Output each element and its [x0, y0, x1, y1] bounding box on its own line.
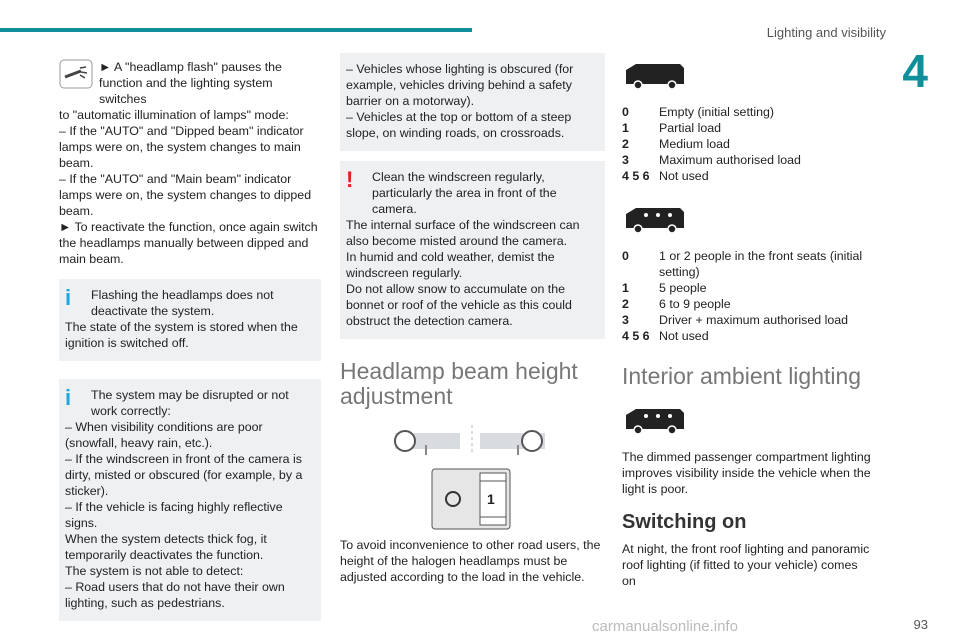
- load-setting-text: 5 people: [659, 281, 707, 295]
- info-note-flash: [59, 279, 321, 361]
- note-line: – Vehicles at the top or bottom of a steep slope, on winding roads, on crossroads.: [346, 110, 572, 140]
- note-line: – Road users that do not have their own lighting, such as pedestrians.: [65, 580, 285, 610]
- note-text: The state of the system is stored when the ignition is switched off.: [65, 320, 298, 350]
- warning-note: [340, 161, 605, 339]
- interior-lighting-heading: Interior ambient lighting: [622, 363, 862, 389]
- load-row: [622, 296, 872, 312]
- load-setting-text: Not used: [659, 329, 709, 343]
- passenger-van-icon: [622, 204, 686, 234]
- warning-line: In humid and cold weather, demist the windscreen regularly.: [346, 250, 555, 280]
- info-icon: i: [65, 285, 72, 310]
- steering-wheel-icon: [522, 431, 542, 451]
- load-row: [622, 312, 872, 328]
- load-setting-key: 2: [622, 297, 629, 311]
- load-setting-key: 3: [622, 313, 629, 327]
- intro-line-2: function and the lighting system switches: [99, 76, 273, 106]
- load-setting-key: 1: [622, 281, 629, 295]
- load-setting-text: 6 to 9 people: [659, 297, 731, 311]
- load-setting-text: Driver + maximum authorised load: [659, 313, 849, 327]
- load-row: [622, 248, 872, 280]
- van-icon: [622, 60, 686, 90]
- load-setting-text: Medium load: [659, 137, 730, 151]
- warning-icon: !: [346, 167, 354, 192]
- info-icon: i: [65, 385, 72, 410]
- load-row: [622, 328, 872, 344]
- load-setting-key: 0: [622, 249, 629, 263]
- header-accent-bar: [0, 28, 472, 32]
- load-setting-key: 2: [622, 137, 629, 151]
- page-number: 93: [913, 617, 928, 632]
- note-line: – Vehicles whose lighting is obscured (for example, vehicles driving behind a safety barrier on a motorway).: [346, 62, 574, 108]
- warning-first: Clean the windscreen regularly, particularly the area in front of the camera.: [372, 170, 557, 216]
- load-row: [622, 104, 872, 120]
- headlamp-stalk-icon: [59, 59, 93, 89]
- note-first: Flashing the headlamps does not deactivate the system.: [91, 288, 274, 318]
- load-setting-text: Maximum authorised load: [659, 153, 801, 167]
- beam-adjust-illustration: [340, 419, 605, 529]
- load-setting-text: Empty (initial setting): [659, 105, 774, 119]
- reactivate-instruction: ► To reactivate the function, once again switch the headlamps manually between dipped and main beam.: [59, 220, 318, 266]
- warning-line: The internal surface of the windscreen can also become misted around the camera.: [346, 218, 580, 248]
- headlamp-flash-paragraph: [59, 59, 321, 267]
- load-setting-text: Partial load: [659, 121, 721, 135]
- intro-line-1: ► A "headlamp flash" pauses the: [99, 60, 282, 74]
- passenger-van-icon: [622, 405, 686, 435]
- thumbwheel-position-label: 1: [487, 491, 495, 507]
- load-setting-key: 1: [622, 121, 629, 135]
- switching-on-body: At night, the front roof lighting and panoramic roof lighting (if fitted to your vehicle) comes on: [622, 542, 870, 588]
- load-row: [622, 280, 872, 296]
- load-row: [622, 168, 872, 184]
- interior-lighting-body: The dimmed passenger compartment lighting improves visibility inside the vehicle when the light is poor.: [622, 450, 871, 496]
- continued-note: [340, 53, 605, 151]
- load-setting-key: 4 5 6: [622, 329, 650, 343]
- load-row: [622, 120, 872, 136]
- dipped-beam-item: – If the "AUTO" and "Dipped beam" indicator lamps were on, the system changes to main beam.: [59, 124, 304, 170]
- van-load-table: [622, 104, 872, 184]
- section-title: Lighting and visibility: [766, 25, 886, 40]
- chapter-number: 4: [902, 45, 928, 97]
- adjust-body: To avoid inconvenience to other road users, the height of the halogen headlamps must be adjusted according to the load in the vehicle.: [340, 538, 601, 584]
- column-3: [622, 60, 872, 589]
- load-setting-key: 4 5 6: [622, 169, 650, 183]
- column-2: [340, 53, 605, 585]
- warning-line: Do not allow snow to accumulate on the bonnet or roof of the vehicle as this could obstruct the detection camera.: [346, 282, 572, 328]
- watermark: carmanualsonline.info: [592, 618, 738, 635]
- note-line: The system is not able to detect:: [65, 564, 244, 578]
- note-line: When the system detects thick fog, it temporarily deactivates the function.: [65, 532, 267, 562]
- column-1: [59, 59, 321, 621]
- main-beam-item: – If the "AUTO" and "Main beam" indicator lamps were on, the system changes to dipped beam.: [59, 172, 312, 218]
- load-setting-text: 1 or 2 people in the front seats (initial setting): [659, 249, 863, 279]
- load-setting-text: Not used: [659, 169, 709, 183]
- load-setting-key: 3: [622, 153, 629, 167]
- note-line: – If the vehicle is facing highly reflective signs.: [65, 500, 283, 530]
- load-setting-key: 0: [622, 105, 629, 119]
- beam-adjust-diagram: [340, 419, 605, 531]
- intro-line-3: to "automatic illumination of lamps" mode:: [59, 108, 289, 122]
- people-load-table: [622, 248, 872, 344]
- note-line: – When visibility conditions are poor (snowfall, heavy rain, etc.).: [65, 420, 263, 450]
- note-first: The system may be disrupted or not work correctly:: [91, 388, 289, 418]
- steering-wheel-icon: [395, 431, 415, 451]
- info-note-disruption: [59, 379, 321, 621]
- load-row: [622, 152, 872, 168]
- note-line: – If the windscreen in front of the camera is dirty, misted or obscured (for example, by a sticker).: [65, 452, 303, 498]
- headlamp-adjust-heading: Headlamp beam height adjustment: [340, 358, 578, 409]
- load-row: [622, 136, 872, 152]
- switching-on-heading: Switching on: [622, 511, 747, 533]
